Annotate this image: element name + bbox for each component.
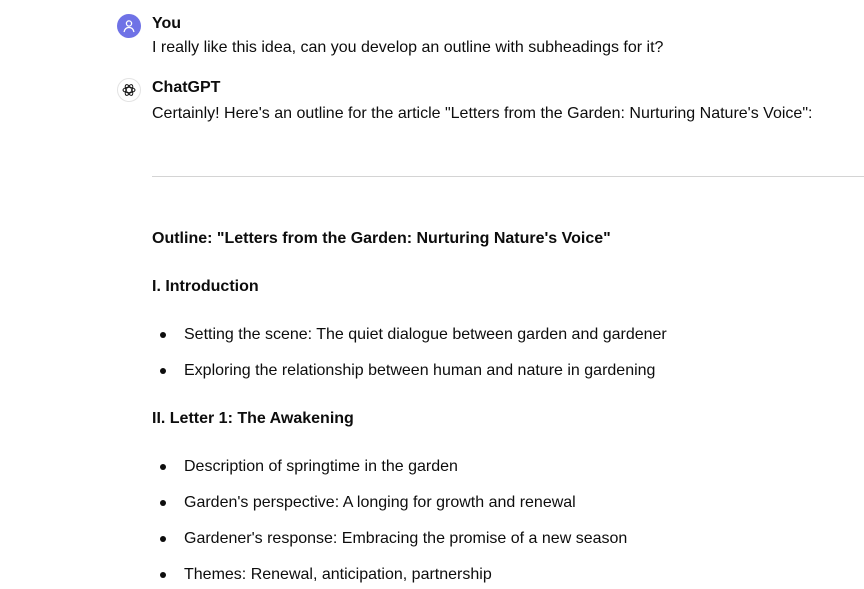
bullet-icon	[160, 368, 166, 374]
assistant-author-name: ChatGPT	[152, 79, 221, 96]
bullet-icon	[160, 536, 166, 542]
list-item-text: Garden's perspective: A longing for growth and renewal	[184, 494, 576, 511]
list-item-text: Setting the scene: The quiet dialogue between garden and gardener	[184, 326, 667, 343]
bullet-icon	[160, 332, 166, 338]
assistant-intro-text: Certainly! Here's an outline for the article "Letters from the Garden: Nurturing Nature's Voice":	[152, 105, 813, 122]
outline-title: Outline: "Letters from the Garden: Nurturing Nature's Voice"	[152, 230, 611, 247]
user-avatar	[117, 14, 141, 38]
bullet-icon	[160, 572, 166, 578]
divider	[152, 176, 864, 177]
user-message-text: I really like this idea, can you develop an outline with subheadings for it?	[152, 39, 664, 56]
openai-logo-icon	[121, 82, 137, 98]
list-item-text: Themes: Renewal, anticipation, partnership	[184, 566, 492, 583]
user-message	[117, 14, 837, 64]
list-item-text: Description of springtime in the garden	[184, 458, 458, 475]
section-heading: II. Letter 1: The Awakening	[152, 410, 354, 427]
assistant-message-header	[117, 78, 837, 128]
user-author-name: You	[152, 15, 182, 32]
bullet-icon	[160, 500, 166, 506]
list-item-text: Gardener's response: Embracing the promise of a new season	[184, 530, 628, 547]
bullet-icon	[160, 464, 166, 470]
section-heading: I. Introduction	[152, 278, 259, 295]
person-icon	[122, 19, 136, 33]
list-item-text: Exploring the relationship between human and nature in gardening	[184, 362, 656, 379]
assistant-avatar	[117, 78, 141, 102]
